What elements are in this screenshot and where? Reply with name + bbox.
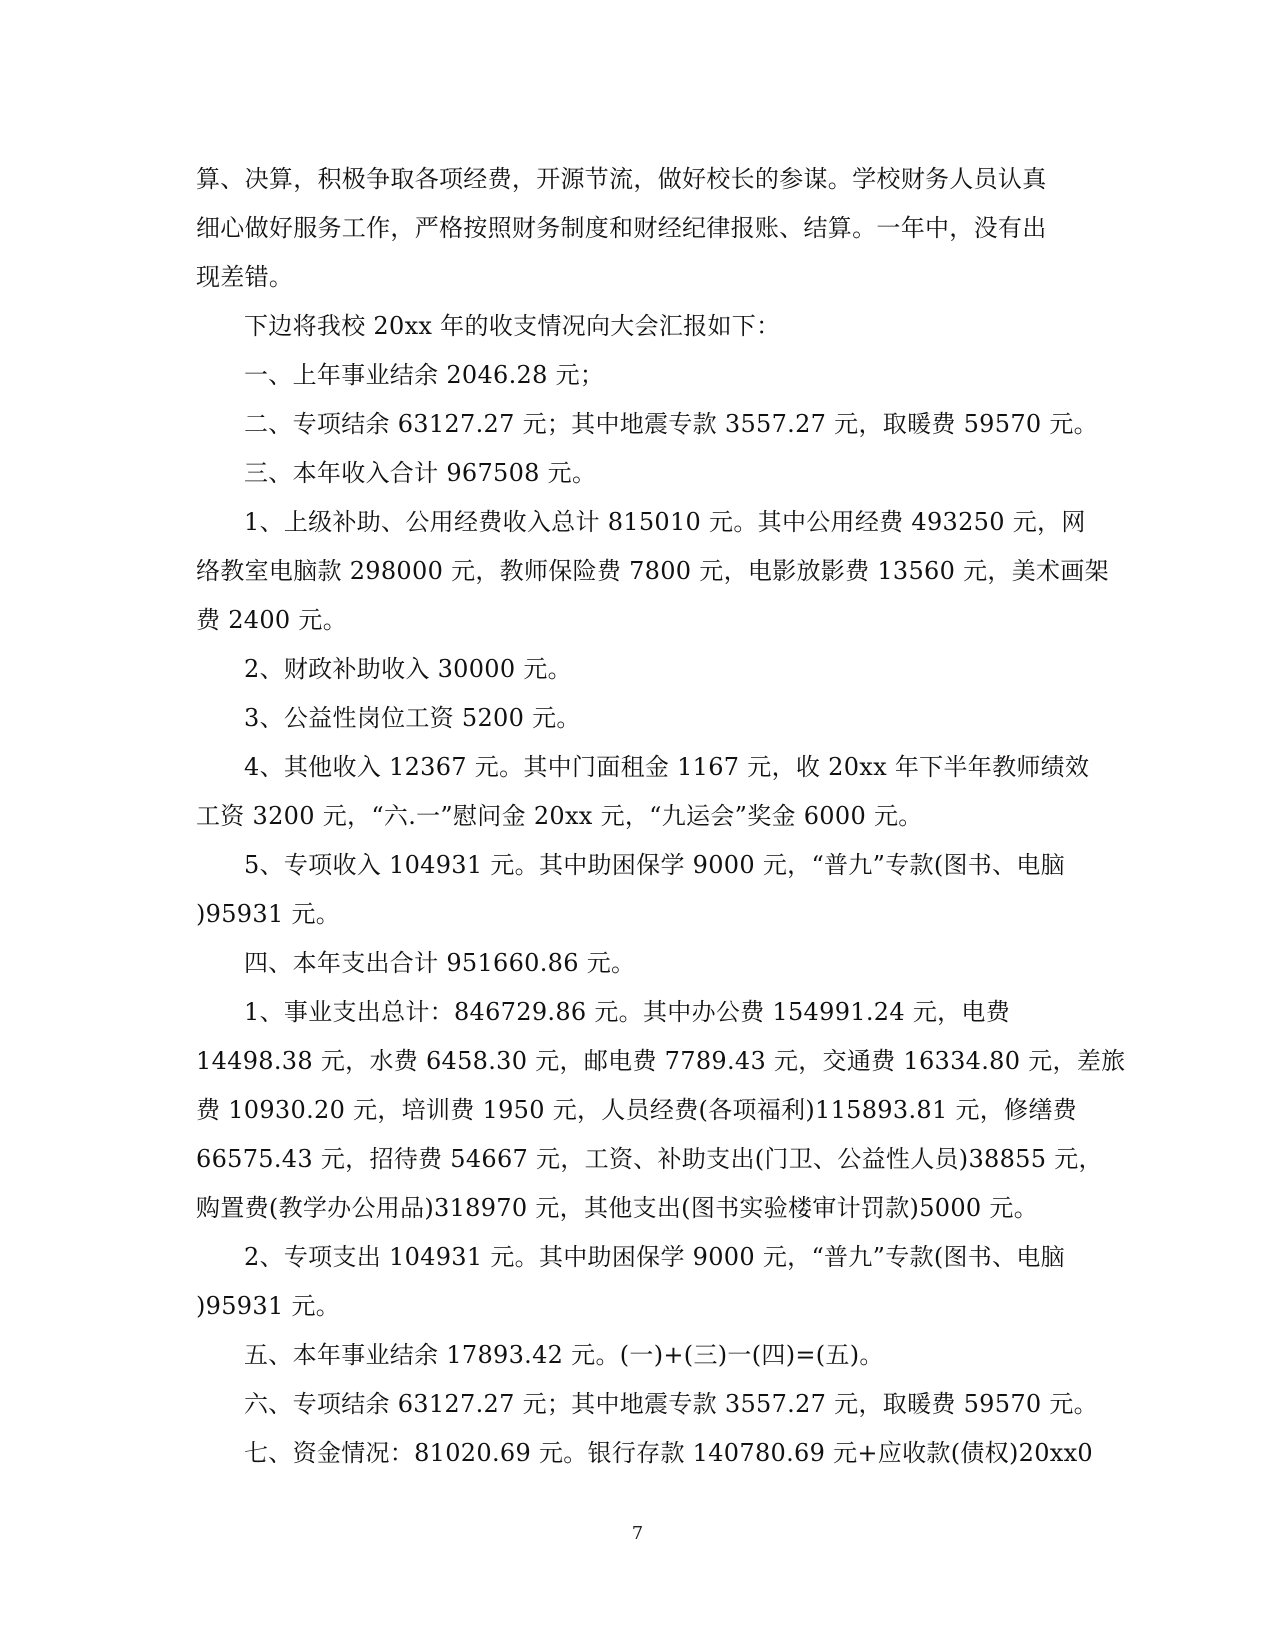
- text-line: 3、公益性岗位工资 5200 元。: [244, 704, 581, 732]
- text-line: 14498.38 元，水费 6458.30 元，邮电费 7789.43 元，交通费 16334.80 元，差旅: [196, 1047, 1126, 1075]
- document-body: [196, 155, 1126, 1478]
- page-number: 7: [631, 1523, 644, 1544]
- text-line: 1、上级补助、公用经费收入总计 815010 元。其中公用经费 493250 元，网: [244, 508, 1086, 536]
- text-line: 一、上年事业结余 2046.28 元；: [244, 361, 605, 389]
- text-line: 工资 3200 元，“六.一”慰问金 20xx 元，“九运会”奖金 6000 元。: [196, 802, 923, 830]
- text-line: 细心做好服务工作，严格按照财务制度和财经纪律报账、结算。一年中，没有出: [196, 214, 1047, 242]
- text-line: 购置费(教学办公用品)318970 元，其他支出(图书实验楼审计罚款)5000 元。: [196, 1194, 1039, 1222]
- text-line: 二、专项结余 63127.27 元；其中地震专款 3557.27 元，取暖费 59570 元。: [244, 410, 1098, 438]
- text-line: 算、决算，积极争取各项经费，开源节流，做好校长的参谋。学校财务人员认真: [196, 165, 1047, 193]
- text-line: 1、事业支出总计：846729.86 元。其中办公费 154991.24 元，电费: [244, 998, 1011, 1026]
- text-line: 六、专项结余 63127.27 元；其中地震专款 3557.27 元，取暖费 59570 元。: [244, 1390, 1098, 1418]
- text-line: )95931 元。: [196, 1292, 341, 1320]
- text-line: 费 10930.20 元，培训费 1950 元，人员经费(各项福利)115893.81 元，修缮费: [196, 1096, 1077, 1124]
- text-line: 七、资金情况：81020.69 元。银行存款 140780.69 元+应收款(债权)20xx0: [244, 1439, 1094, 1467]
- text-line: 三、本年收入合计 967508 元。: [244, 459, 597, 487]
- text-line: 现差错。: [196, 263, 294, 291]
- text-line: 络教室电脑款 298000 元，教师保险费 7800 元，电影放影费 13560 元，美术画架: [196, 557, 1109, 585]
- text-line: 2、专项支出 104931 元。其中助困保学 9000 元，“普九”专款(图书、电脑: [244, 1243, 1065, 1271]
- text-line: 66575.43 元，招待费 54667 元，工资、补助支出(门卫、公益性人员)38855 元，: [196, 1145, 1103, 1173]
- text-line: 5、专项收入 104931 元。其中助困保学 9000 元，“普九”专款(图书、电脑: [244, 851, 1065, 879]
- text-line: 费 2400 元。: [196, 606, 348, 634]
- text-line: 五、本年事业结余 17893.42 元。(一)+(三)一(四)=(五)。: [244, 1341, 884, 1369]
- text-line: )95931 元。: [196, 900, 341, 928]
- text-line: 2、财政补助收入 30000 元。: [244, 655, 572, 683]
- text-line: 4、其他收入 12367 元。其中门面租金 1167 元，收 20xx 年下半年教师绩效: [244, 753, 1090, 781]
- text-line: 四、本年支出合计 951660.86 元。: [244, 949, 636, 977]
- text-line: 下边将我校 20xx 年的收支情况向大会汇报如下：: [244, 312, 781, 340]
